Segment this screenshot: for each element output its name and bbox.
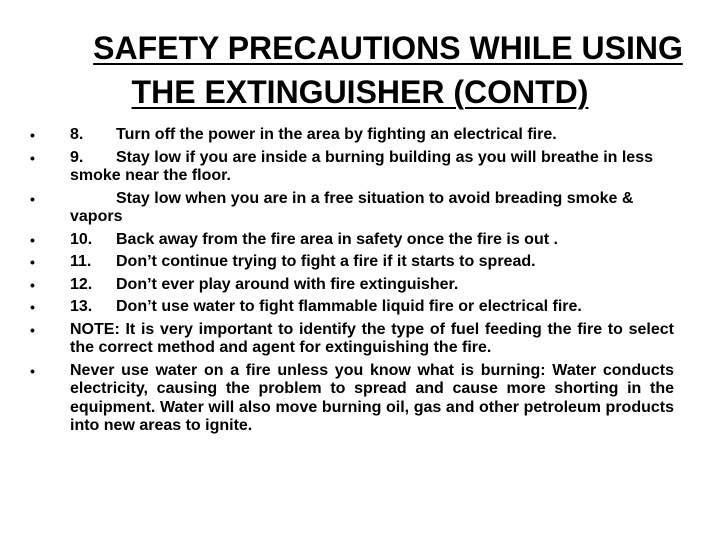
slide-title <box>0 26 720 114</box>
slide-title-line-2: THE EXTINGUISHER (CONTD) <box>131 74 589 110</box>
bullet-icon: • <box>30 276 35 293</box>
item-text: Stay low when you are in a free situation to avoid breading smoke & vapors <box>70 189 634 225</box>
list-item-13 <box>30 298 674 317</box>
item-number: 8. <box>70 126 84 143</box>
precautions-list <box>30 126 674 440</box>
item-text: Don’t continue trying to fight a fire if it starts to spread. <box>116 253 536 270</box>
bullet-icon: • <box>30 254 35 270</box>
bullet-icon: • <box>30 362 35 379</box>
item-text: Don’t use water to fight flammable liquid fire or electrical fire. <box>116 298 582 315</box>
item-number: 13. <box>70 298 93 315</box>
item-text: NOTE: It is very important to identify the type of fuel feeding the fire to select the correct method and agent for extinguishing the fire. <box>70 320 674 356</box>
bullet-icon: • <box>30 321 35 338</box>
item-text: Turn off the power in the area by fighting an electrical fire. <box>116 126 557 143</box>
list-item-never-use-water <box>30 362 674 436</box>
list-item-10 <box>30 231 674 250</box>
item-text: Don’t ever play around with fire extinguisher. <box>116 275 459 293</box>
bullet-icon: • <box>30 299 35 315</box>
list-item-9 <box>30 149 674 186</box>
item-text: Back away from the fire area in safety once the fire is out . <box>116 230 558 248</box>
item-number: 11. <box>70 253 92 270</box>
bullet-icon: • <box>30 190 35 207</box>
list-item-11 <box>30 253 674 272</box>
item-number: 12. <box>70 275 93 293</box>
bullet-icon: • <box>30 127 35 143</box>
slide-title-line-1: SAFETY PRECAUTIONS WHILE USING <box>93 30 683 66</box>
list-item-stay-low <box>30 190 674 227</box>
item-text: Stay low if you are inside a burning building as you will breathe in less smoke near the floor. <box>70 148 653 184</box>
bullet-icon: • <box>30 149 35 166</box>
item-number: 10. <box>70 230 93 248</box>
list-item-note <box>30 321 674 358</box>
item-number: 9. <box>70 148 84 166</box>
bullet-icon: • <box>30 231 35 248</box>
item-text: Never use water on a fire unless you know what is burning: Water conducts electricity, causing the problem to spread and cause more shorting in the equipment. Water will also move burning oil, gas and other petroleum products into new areas to ignite. <box>70 361 674 434</box>
list-item-8 <box>30 126 674 145</box>
list-item-12 <box>30 276 674 295</box>
